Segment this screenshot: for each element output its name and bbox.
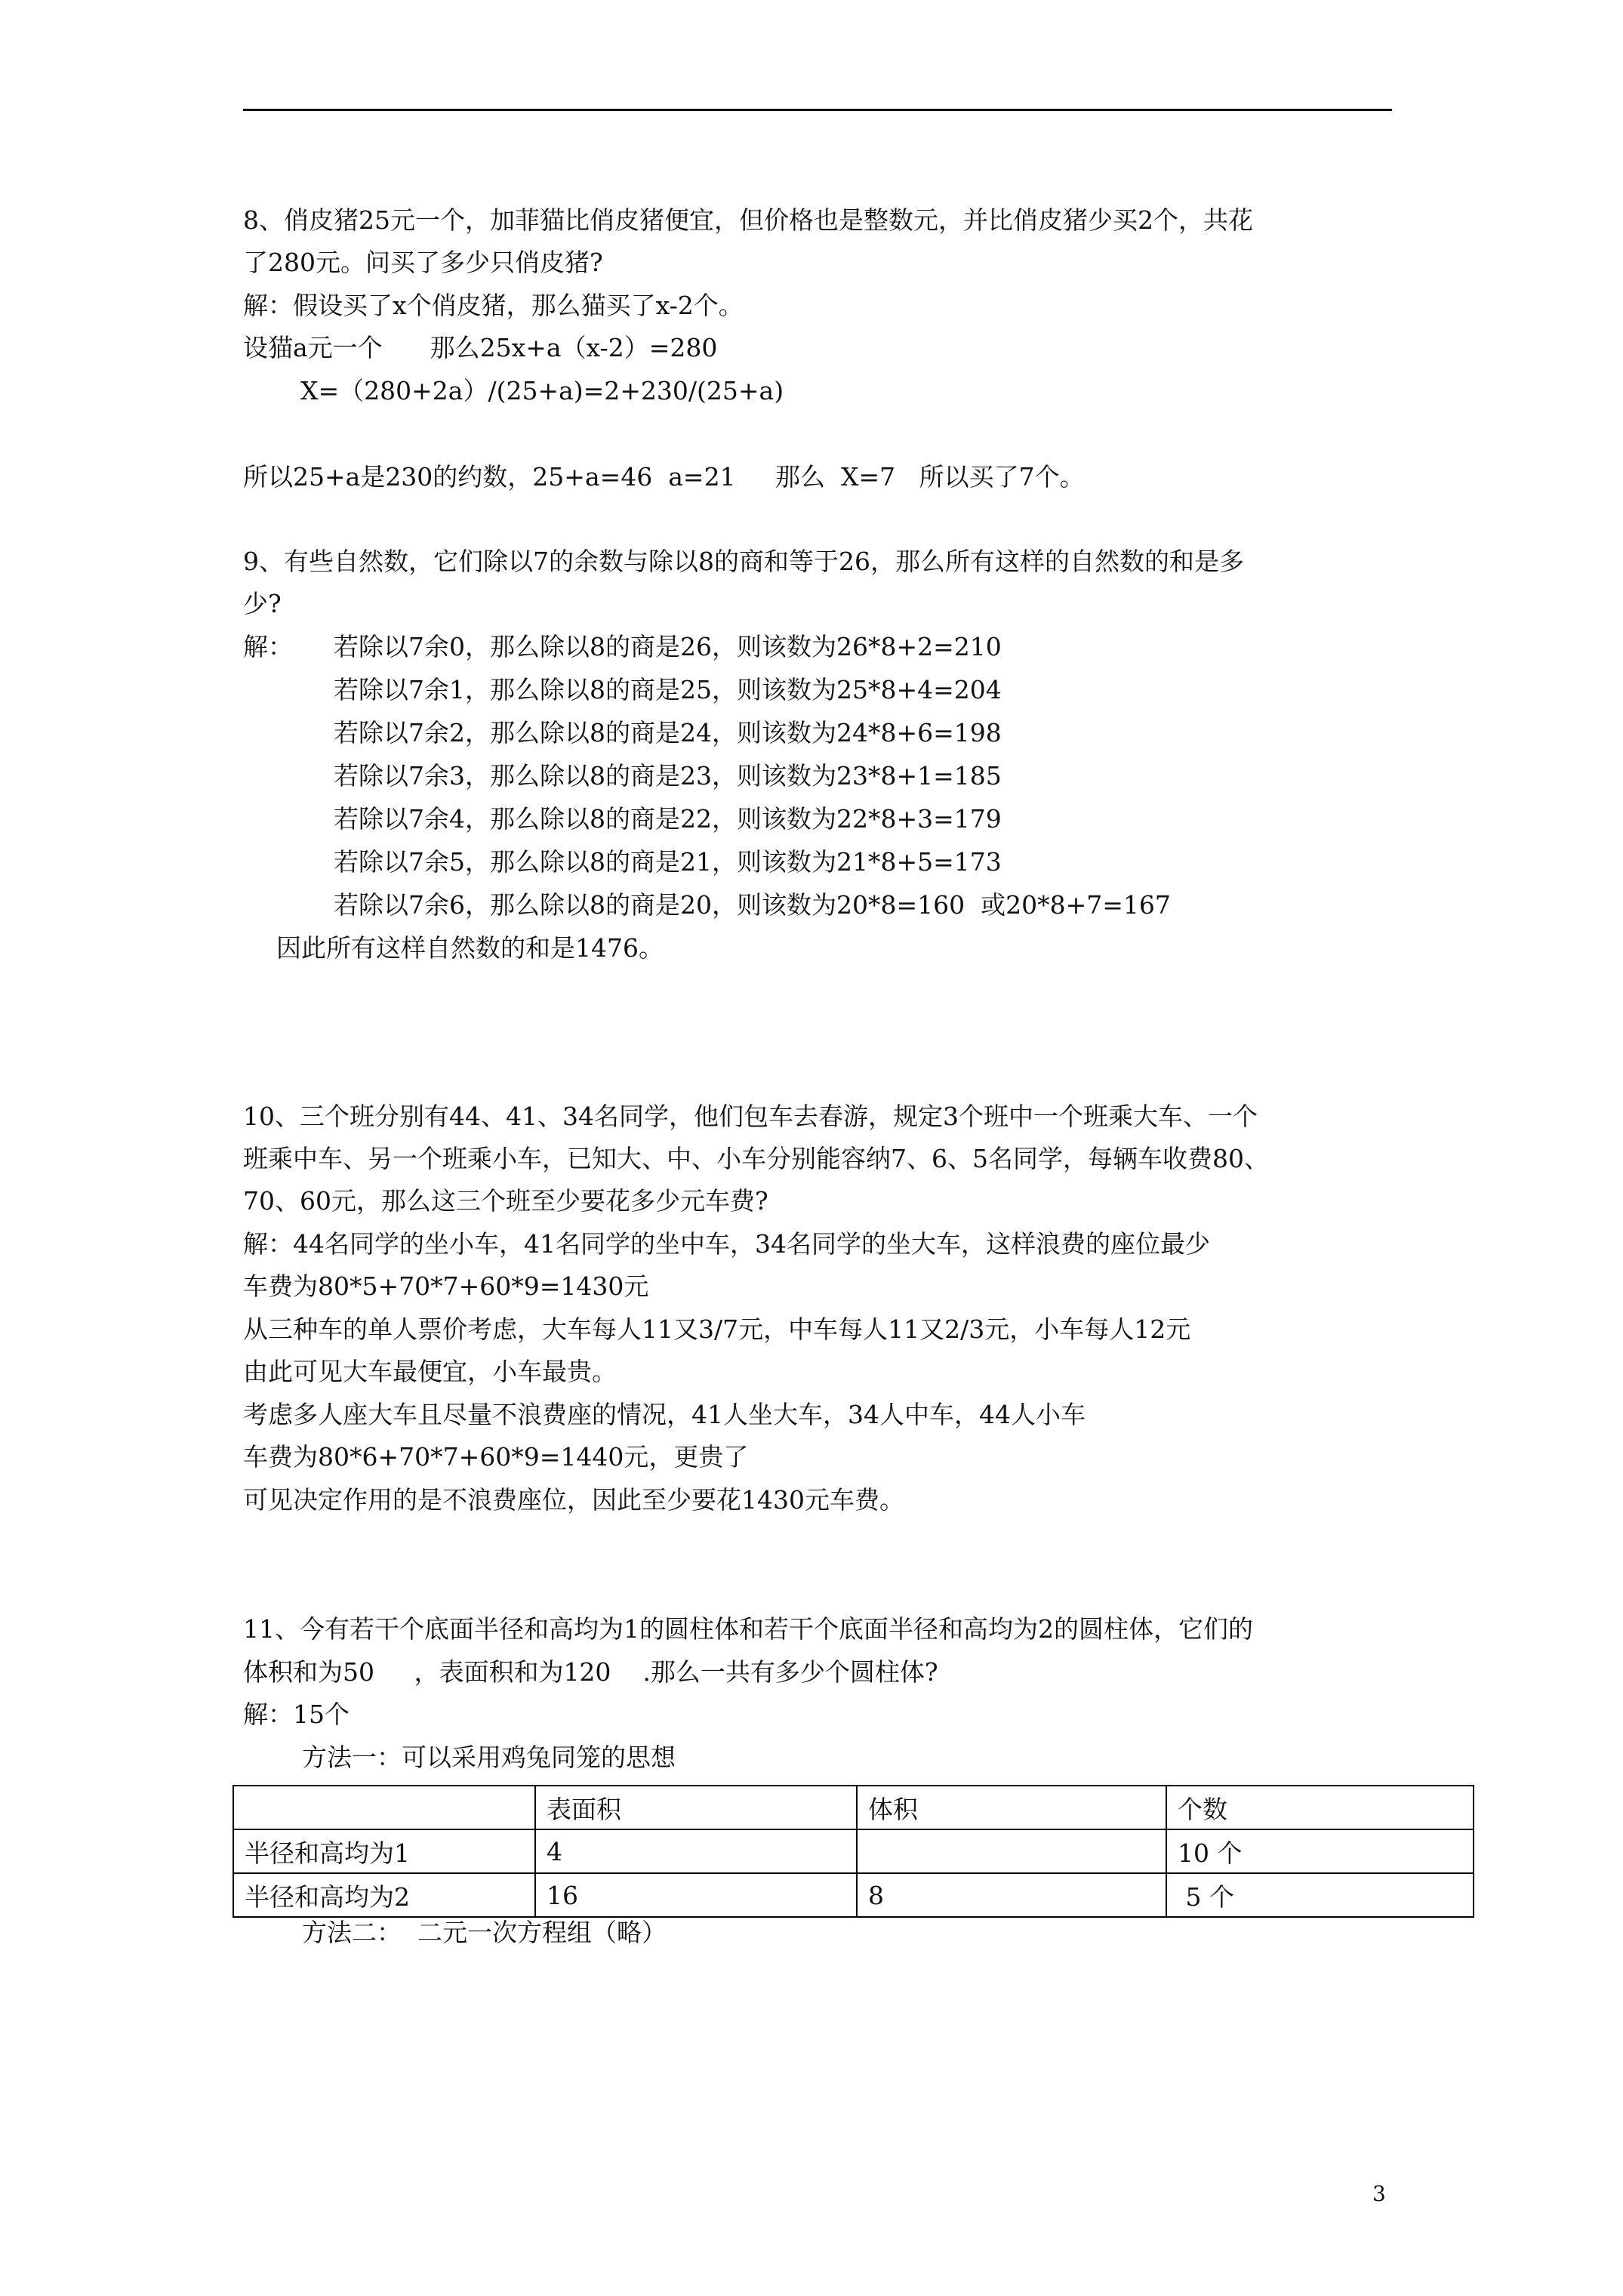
table-header-row xyxy=(233,1786,1474,1829)
q10-solution-line-5: 考虑多人座大车且尽量不浪费座的情况，41人坐大车，34人中车，44人小车 xyxy=(243,1400,1086,1429)
q11-method-1: 方法一：可以采用鸡兔同笼的思想 xyxy=(302,1743,676,1772)
header-rule xyxy=(243,109,1392,111)
q8-solution-line-1: 解：假设买了x个俏皮猪，那么猫买了x-2个。 xyxy=(243,291,744,320)
q10-solution-line-2: 车费为80*5+70*7+60*9=1430元 xyxy=(243,1271,649,1301)
q11-line-2: 体积和为50 ，表面积和为120 .那么一共有多少个圆柱体? xyxy=(243,1657,938,1687)
q8-solution-line-3: X=（280+2a）/(25+a)=2+230/(25+a) xyxy=(300,376,784,405)
q8-line-2: 了280元。问买了多少只俏皮猪? xyxy=(243,248,603,277)
q10-line-2: 班乘中车、另一个班乘小车，已知大、中、小车分别能容纳7、6、5名同学，每辆车收费80、 xyxy=(243,1144,1269,1173)
q11-answer: 解：15个 xyxy=(243,1700,350,1729)
q10-solution-line-6: 车费为80*6+70*7+60*9=1440元，更贵了 xyxy=(243,1442,749,1472)
q9-conclusion: 因此所有这样自然数的和是1476。 xyxy=(276,933,664,963)
q9-solution-label: 解： xyxy=(243,632,293,661)
q11-line-1: 11、今有若干个底面半径和高均为1的圆柱体和若干个底面半径和高均为2的圆柱体，它们的 xyxy=(243,1614,1253,1644)
table-cell xyxy=(857,1829,1166,1873)
table-cell: 4 xyxy=(535,1829,857,1873)
cylinder-table xyxy=(233,1785,1474,1918)
q9-case-5: 若除以7余5，那么除以8的商是21，则该数为21*8+5=173 xyxy=(334,847,1002,877)
table-cell: 8 xyxy=(857,1873,1166,1917)
q9-case-1: 若除以7余1，那么除以8的商是25，则该数为25*8+4=204 xyxy=(334,675,1002,704)
table-cell: 5 个 xyxy=(1166,1873,1474,1917)
q9-line-2: 少? xyxy=(243,589,282,618)
table-header-cell: 体积 xyxy=(857,1786,1166,1829)
table-cell: 10 个 xyxy=(1166,1829,1474,1873)
q9-case-4: 若除以7余4，那么除以8的商是22，则该数为22*8+3=179 xyxy=(334,804,1002,834)
table-header-cell: 表面积 xyxy=(535,1786,857,1829)
q9-case-3: 若除以7余3，那么除以8的商是23，则该数为23*8+1=185 xyxy=(334,761,1002,791)
q9-line-1: 9、有些自然数，它们除以7的余数与除以8的商和等于26，那么所有这样的自然数的和是多 xyxy=(243,547,1244,576)
table-cell: 半径和高均为2 xyxy=(233,1873,535,1917)
q9-case-2: 若除以7余2，那么除以8的商是24，则该数为24*8+6=198 xyxy=(334,718,1002,747)
page-number: 3 xyxy=(1372,2181,1386,2206)
q10-solution-line-4: 由此可见大车最便宜，小车最贵。 xyxy=(243,1357,617,1386)
table-cell: 16 xyxy=(535,1873,857,1917)
q11-method-2: 方法二： 二元一次方程组（略） xyxy=(302,1918,667,1947)
q10-conclusion: 可见决定作用的是不浪费座位，因此至少要花1430元车费。 xyxy=(243,1485,904,1515)
q8-solution-line-2: 设猫a元一个 那么25x+a（x-2）=280 xyxy=(243,333,718,362)
q9-case-0: 若除以7余0，那么除以8的商是26，则该数为26*8+2=210 xyxy=(334,632,1002,661)
table-header-cell xyxy=(233,1786,535,1829)
table-row xyxy=(233,1829,1474,1873)
q10-line-1: 10、三个班分别有44、41、34名同学，他们包车去春游，规定3个班中一个班乘大车、一个 xyxy=(243,1102,1258,1131)
q10-solution-line-1: 解：44名同学的坐小车，41名同学的坐中车，34名同学的坐大车，这样浪费的座位最少 xyxy=(243,1229,1210,1259)
q10-line-3: 70、60元，那么这三个班至少要花多少元车费? xyxy=(243,1186,768,1216)
q8-line-1: 8、俏皮猪25元一个，加菲猫比俏皮猪便宜，但价格也是整数元，并比俏皮猪少买2个，共花 xyxy=(243,205,1253,235)
q10-solution-line-3: 从三种车的单人票价考虑，大车每人11又3/7元，中车每人11又2/3元，小车每人12元 xyxy=(243,1314,1191,1344)
table-header-cell: 个数 xyxy=(1166,1786,1474,1829)
table-row xyxy=(233,1873,1474,1917)
table-cell: 半径和高均为1 xyxy=(233,1829,535,1873)
q9-case-6: 若除以7余6，那么除以8的商是20，则该数为20*8=160 或20*8+7=167 xyxy=(334,890,1171,920)
q8-conclusion: 所以25+a是230的约数，25+a=46 a=21 那么 X=7 所以买了7个。 xyxy=(243,462,1085,492)
